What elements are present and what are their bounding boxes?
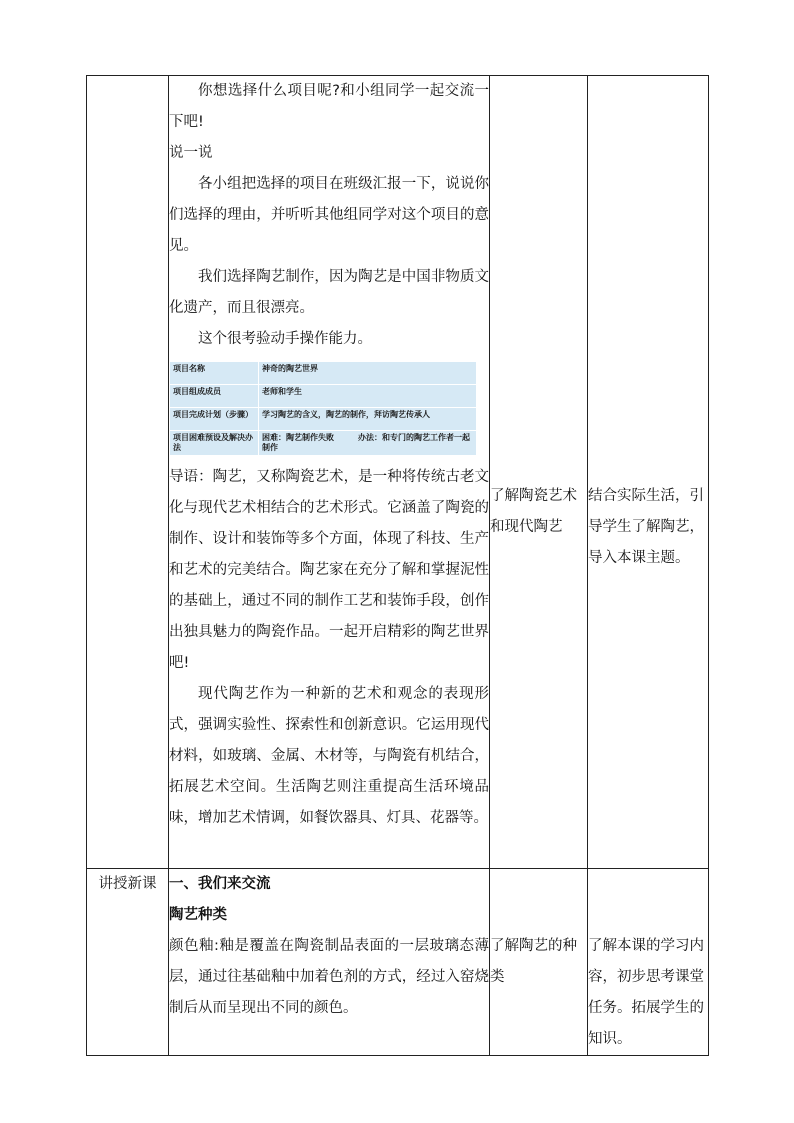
project-key: 项目完成计划（步骤） (170, 408, 259, 431)
project-value: 神奇的陶艺世界 (259, 362, 477, 385)
project-value: 老师和学生 (259, 385, 477, 408)
paragraph: 颜色釉:釉是覆盖在陶瓷制品表面的一层玻璃态薄层，通过往基础釉中加着色剂的方式，经过入窑烧制后从而呈现出不同的颜色。 (169, 938, 489, 1016)
goal-cell (490, 76, 588, 869)
project-key: 项目困难预设及解决办法 (170, 431, 259, 456)
table-row (87, 76, 709, 869)
lesson-plan-table (86, 75, 709, 1056)
activity-cell (169, 76, 490, 869)
intent-text: 结合实际生活，引导学生了解陶艺，导入本课主题。 (588, 488, 704, 566)
intent-cell (588, 869, 709, 1056)
project-key: 项目组成成员 (170, 385, 259, 408)
paragraph: 我们选择陶艺制作，因为陶艺是中国非物质文化遗产，而且很漂亮。 (169, 269, 489, 316)
paragraph: 这个很考验动手操作能力。 (198, 331, 372, 347)
goal-text: 了解陶瓷艺术和现代陶艺 (490, 488, 577, 535)
paragraph: 导语：陶艺，又称陶瓷艺术，是一种将传统古老文化与现代艺术相结合的艺术形式。它涵盖了陶瓷的制作、设计和装饰等多个方面，体现了科技、生产和艺术的完美结合。陶艺家在充分了解和掌握泥性的基础上，通过不同的制作工艺和装饰手段，创作出独具魅力的陶瓷作品。一起开启精彩的陶艺世界吧! (169, 469, 489, 671)
intent-cell (588, 76, 709, 869)
paragraph: 说一说 (169, 145, 213, 161)
goal-text: 了解陶艺的种类 (490, 938, 577, 985)
section-subheading: 陶艺种类 (169, 907, 227, 923)
paragraph: 现代陶艺作为一种新的艺术和观念的表现形式，强调实验性、探索性和创新意识。它运用现代材料，如玻璃、金属、木材等，与陶瓷有机结合，拓展艺术空间。生活陶艺则注重提高生活环境品味，增加艺术情调，如餐饮器具、灯具、花器等。 (169, 686, 489, 826)
table-row (170, 431, 477, 456)
goal-cell (490, 869, 588, 1056)
project-plan-table (169, 361, 477, 456)
activity-cell (169, 869, 490, 1056)
stage-cell (87, 869, 169, 1056)
project-value: 学习陶艺的含义，陶艺的制作，拜访陶艺传承人 (259, 408, 477, 431)
stage-cell (87, 76, 169, 869)
section-heading: 一、我们来交流 (169, 876, 271, 892)
table-row (87, 869, 709, 1056)
table-row (170, 385, 477, 408)
paragraph: 你想选择什么项目呢?和小组同学一起交流一下吧! (169, 83, 489, 130)
project-value: 困难：陶艺制作失败 办法：和专门的陶艺工作者一起制作 (259, 431, 477, 456)
table-row (170, 362, 477, 385)
project-key: 项目名称 (170, 362, 259, 385)
paragraph: 各小组把选择的项目在班级汇报一下，说说你们选择的理由，并听听其他组同学对这个项目的意见。 (169, 176, 489, 254)
stage-label: 讲授新课 (98, 876, 157, 892)
table-row (170, 408, 477, 431)
intent-text: 了解本课的学习内容，初步思考课堂任务。拓展学生的知识。 (588, 938, 704, 1047)
